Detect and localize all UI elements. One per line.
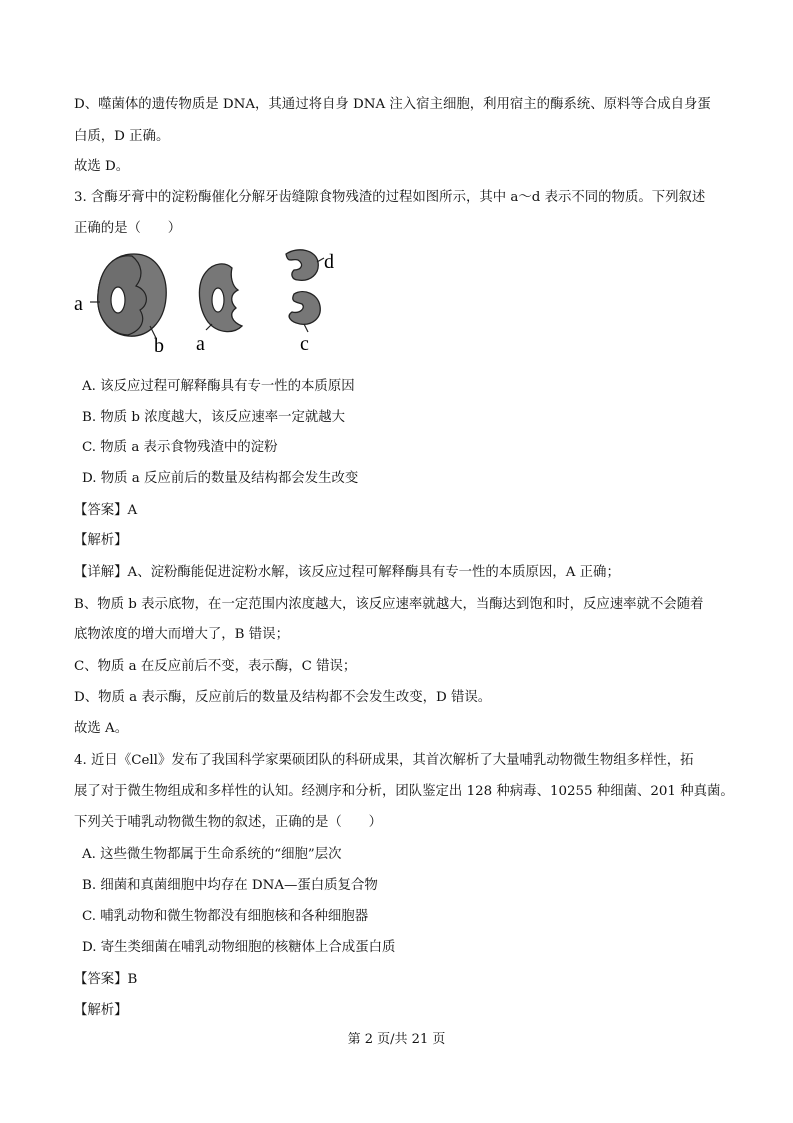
- free-enzyme: [199, 264, 242, 332]
- question-3-stem: 3. 含酶牙膏中的淀粉酶催化分解牙齿缝隙食物残渣的过程如图所示，其中 a～d 表示不同的物质。下列叙述: [74, 190, 706, 205]
- question-3-stem-cont: 正确的是（ ）: [74, 221, 182, 236]
- analysis-4-heading: 【解析】: [74, 1003, 128, 1018]
- enzyme-reaction-figure: [72, 246, 344, 358]
- analysis-3-heading: 【解析】: [74, 533, 128, 548]
- question-4-option-d: D. 寄生类细菌在哺乳动物细胞的核糖体上合成蛋白质: [82, 940, 396, 955]
- analysis-3-line-1: 【详解】A、淀粉酶能促进淀粉水解，该反应过程可解释酶具有专一性的本质原因，A 正确；: [74, 565, 620, 580]
- label-c: c: [300, 333, 309, 355]
- text-line-2: 白质，D 正确。: [74, 129, 170, 144]
- question-3-option-d: D. 物质 a 反应前后的数量及结构都会发生改变: [82, 471, 359, 486]
- question-4-option-c: C. 哺乳动物和微生物都没有细胞核和各种细胞器: [82, 909, 369, 924]
- analysis-3-line-5: D、物质 a 表示酶，反应前后的数量及结构都不会发生改变，D 错误。: [74, 690, 492, 705]
- choose-3: 故选 A。: [74, 721, 129, 736]
- label-a-middle: a: [196, 333, 205, 355]
- question-4-stem: 4. 近日《Cell》发布了我国科学家栗硕团队的科研成果，其首次解析了大量哺乳动物微生物组多样性，拓: [74, 753, 694, 768]
- answer-4: 【答案】B: [74, 972, 138, 987]
- question-4-stem-cont-2: 下列关于哺乳动物微生物的叙述，正确的是（ ）: [74, 815, 382, 830]
- answer-3: 【答案】A: [74, 503, 138, 518]
- question-4-option-b: B. 细菌和真菌细胞中均存在 DNA—蛋白质复合物: [82, 878, 378, 893]
- question-4-stem-cont-1: 展了对于微生物组成和多样性的认知。经测序和分析，团队鉴定出 128 种病毒、10255 种细菌、201 种真菌。: [74, 784, 734, 799]
- label-d: d: [324, 251, 334, 273]
- analysis-3-line-2: B、物质 b 表示底物，在一定范围内浓度越大，该反应速率就越大，当酶达到饱和时，反应速率就不会随着: [74, 597, 704, 612]
- analysis-3-line-4: C、物质 a 在反应前后不变，表示酶，C 错误；: [74, 659, 357, 674]
- product-c: [289, 292, 320, 325]
- label-a-left: a: [74, 293, 83, 315]
- product-d: [286, 250, 318, 280]
- question-3-option-c: C. 物质 a 表示食物残渣中的淀粉: [82, 440, 278, 455]
- question-4-option-a: A. 这些微生物都属于生命系统的“细胞”层次: [82, 847, 342, 862]
- enzyme-reaction-diagram: [72, 246, 344, 358]
- analysis-3-line-3: 底物浓度的增大而增大了，B 错误；: [74, 627, 289, 642]
- enzyme-substrate-complex: [98, 254, 166, 336]
- question-3-option-a: A. 该反应过程可解释酶具有专一性的本质原因: [82, 379, 355, 394]
- page-number: 第 2 页/共 21 页: [347, 1032, 446, 1047]
- label-b: b: [154, 335, 164, 357]
- text-line-3: 故选 D。: [74, 159, 130, 174]
- text-line-1: D、噬菌体的遗传物质是 DNA，其通过将自身 DNA 注入宿主细胞，利用宿主的酶系统、原料等合成自身蛋: [74, 97, 711, 112]
- question-3-option-b: B. 物质 b 浓度越大，该反应速率一定就越大: [82, 410, 346, 425]
